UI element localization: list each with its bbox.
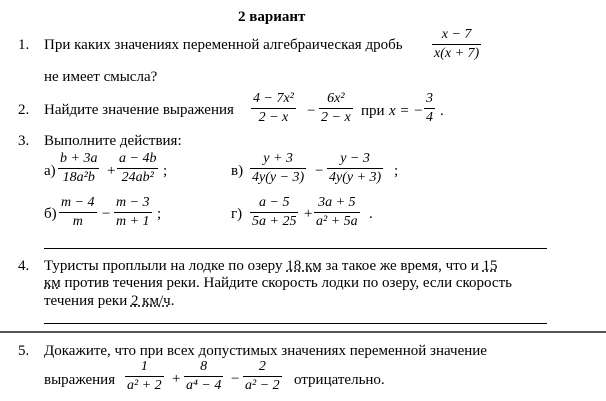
task2-f2-denominator: 2 − x — [321, 110, 351, 125]
task3-g-fraction-1 — [250, 196, 298, 229]
task4-line1 — [44, 259, 498, 274]
task2-fraction-2 — [319, 92, 353, 125]
task1-number: 1. — [18, 37, 30, 53]
task5-text2: выражения — [44, 372, 116, 388]
task3-b-f2-denominator: m + 1 — [116, 214, 150, 229]
task4-line2-b: против течения реки. Найдите скорость лодки по озеру, если скорость — [60, 275, 512, 291]
task2-f2-numerator: 6x² — [327, 91, 345, 106]
task2-at: при — [361, 103, 385, 119]
task3-b-fraction-2 — [114, 196, 152, 229]
task3-g-label: г) — [231, 206, 243, 222]
task4-distance-1: 18 км — [286, 258, 322, 274]
task1-text: При каких значениях переменной алгебраическая дробь — [44, 37, 403, 53]
task5-f2-numerator: 8 — [200, 359, 208, 374]
task3-v-f2-numerator: y − 3 — [340, 151, 370, 166]
task4-line1-c: за такое же время, что и — [321, 258, 483, 274]
page-title: 2 вариант — [238, 9, 306, 25]
task3-a-fraction-2 — [117, 152, 158, 185]
task2-text: Найдите значение выражения — [44, 102, 234, 118]
task5-fraction-3 — [243, 360, 282, 393]
task3-a-f2-denominator: 24ab² — [121, 170, 154, 185]
task3-g-fraction-2 — [314, 196, 360, 229]
task3-v-fraction-1 — [250, 152, 306, 185]
answer-line — [44, 323, 547, 324]
task2-x-equals: x = − — [389, 103, 424, 119]
task3-a-plus: + — [107, 163, 116, 179]
task5-text: Докажите, что при всех допустимых значениях переменной значение — [44, 343, 487, 359]
task3-g-f2-numerator: 3a + 5 — [318, 195, 356, 210]
task3-b-fraction-1 — [59, 196, 97, 229]
task2-f3-denominator: 4 — [426, 110, 433, 125]
task5-end: отрицательно. — [294, 372, 385, 388]
task3-v-fraction-2 — [327, 152, 383, 185]
task1-frac-numerator: x − 7 — [441, 27, 472, 42]
task3-g-plus: + — [304, 206, 313, 222]
task5-f2-denominator: a⁴ − 4 — [186, 378, 222, 393]
task5-fraction-1 — [125, 360, 164, 393]
task5-plus: + — [172, 371, 181, 387]
task4-line1-a: Туристы проплыли на лодке по озеру — [44, 258, 287, 274]
task5-minus: − — [231, 371, 240, 387]
task2-minus: − — [307, 103, 316, 119]
task3-v-f1-numerator: y + 3 — [263, 151, 293, 166]
task3-v-f1-denominator: 4y(y − 3) — [252, 170, 305, 185]
task5-fraction-2 — [184, 360, 223, 393]
task3-v-minus: − — [315, 163, 324, 179]
task3-number: 3. — [18, 133, 30, 149]
task4-line2 — [44, 276, 512, 291]
divider-line — [44, 248, 547, 249]
task3-b-f1-numerator: m − 4 — [61, 195, 95, 210]
task3-b-label: б) — [44, 206, 57, 222]
task3-v-f2-denominator: 4y(y + 3) — [329, 170, 382, 185]
task3-v-end: ; — [394, 163, 399, 179]
task5-f1-numerator: 1 — [140, 359, 148, 374]
task3-a-label: а) — [44, 163, 56, 179]
task3-text: Выполните действия: — [44, 133, 182, 149]
task3-g-f2-denominator: a² + 5a — [316, 214, 358, 229]
task3-g-f1-denominator: 5a + 25 — [252, 214, 297, 229]
task2-number: 2. — [18, 102, 30, 118]
task3-a-f1-denominator: 18a²b — [62, 170, 95, 185]
task3-g-f1-numerator: a − 5 — [259, 195, 290, 210]
task3-b-f1-denominator: m — [72, 214, 83, 229]
task4-number: 4. — [18, 258, 30, 274]
task3-v-label: в) — [231, 163, 244, 179]
task2-fraction-1 — [251, 92, 296, 125]
task2-fraction-3 — [424, 92, 435, 125]
task4-distance-2: 15 — [482, 258, 498, 274]
page-separator — [0, 331, 606, 333]
task2-dot: . — [440, 103, 444, 119]
task3-a-end: ; — [163, 163, 168, 179]
task4-line3-a: течения реки — [44, 293, 131, 309]
task4-unit-km: км — [44, 275, 61, 291]
task3-a-f2-numerator: a − 4b — [119, 151, 157, 166]
task4-line3 — [44, 294, 174, 309]
task5-f1-denominator: a² + 2 — [127, 378, 162, 393]
task5-number: 5. — [18, 343, 30, 359]
task5-f3-denominator: a² − 2 — [245, 378, 280, 393]
task4-speed: 2 км/ч — [130, 293, 171, 309]
task3-a-fraction-1 — [58, 152, 99, 185]
task2-f1-numerator: 4 − 7x² — [253, 91, 294, 106]
task5-f3-numerator: 2 — [258, 359, 266, 374]
task4-line3-c: . — [170, 293, 175, 309]
task3-b-minus: − — [102, 206, 111, 222]
task1-frac-denominator: x(x + 7) — [434, 46, 480, 61]
task3-g-end: . — [369, 206, 373, 222]
task2-f1-denominator: 2 − x — [258, 110, 289, 125]
task3-b-f2-numerator: m − 3 — [116, 195, 150, 210]
task2-f3-numerator: 3 — [426, 91, 433, 106]
task3-b-end: ; — [157, 206, 162, 222]
task1-fraction — [432, 28, 481, 61]
task3-a-f1-numerator: b + 3a — [60, 151, 98, 166]
task1-text2: не имеет смысла? — [44, 69, 158, 85]
